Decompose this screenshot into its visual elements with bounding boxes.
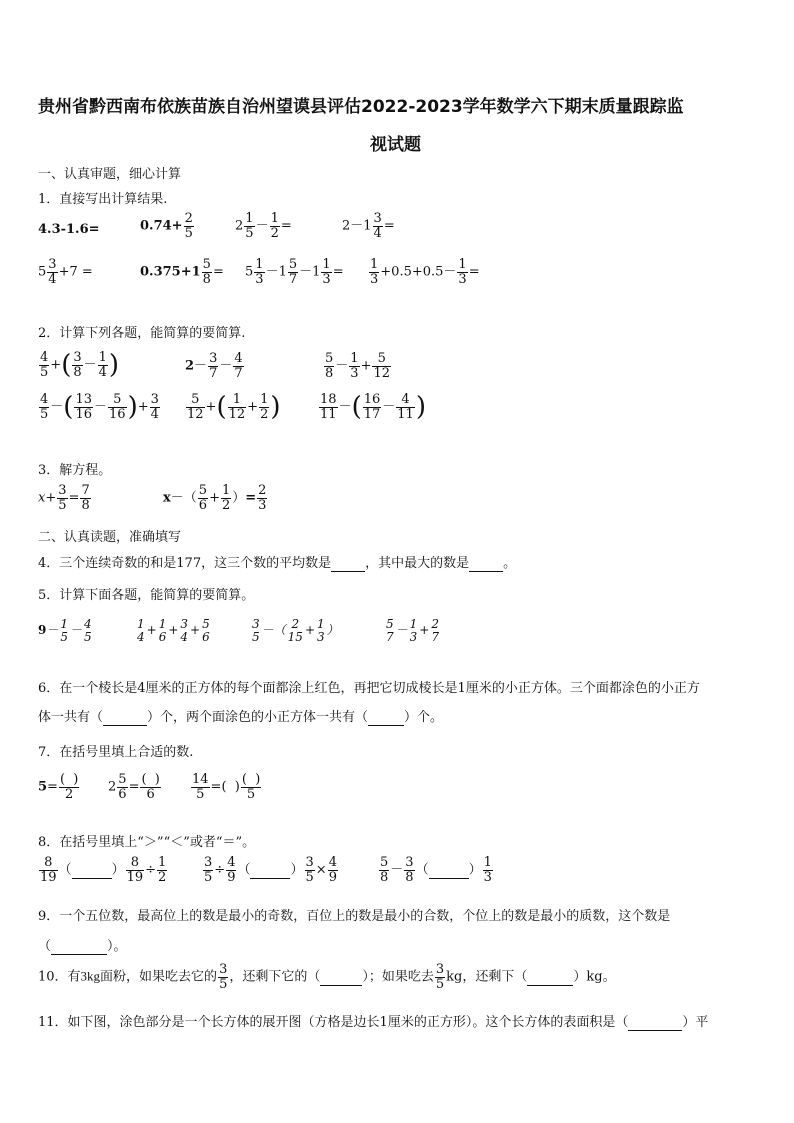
q1-expr-2: 0.74+ $\frac{2}{5}$ [140,211,193,241]
question-9-line-2: （ ）。 [38,939,127,954]
q8-blank-2[interactable] [250,863,290,879]
q2-expr-3: $\frac{5}{8}$ － $\frac{1}{3}$ + $\frac{5}{12}$ [325,351,391,381]
question-10: 10．有3kg面粉，如果吃去它的 $\frac{3}{5}$ ，还剩下它的（ ）；如果吃去 $\frac{3}{5}$ kg，还剩下（ ）kg。 [38,962,616,992]
q7-expr-1: 5= $\frac{( )}{2}$ [38,772,79,802]
question-6-line-2: 体一共有（ ）个，两个面涂色的小正方体一共有（ ）个。 [38,710,444,725]
question-3: 3．解方程。 [38,463,112,478]
q3-equation-2: x－（ $\frac{5}{6}$ + $\frac{1}{2}$ ）= $\frac{2}{3}$ [163,483,267,513]
q2-expr-5: $\frac{5}{12}$ +( $\frac{1}{12}$ + $\frac{1}{2}$ ) [187,391,281,422]
q2-expr-4: $\frac{4}{5}$ －( $\frac{13}{16}$ － $\frac{5}{16}$ )+ $\frac{3}{4}$ [40,391,159,422]
q1-expr-5: 5 $\frac{3}{4}$ +7 = [38,257,93,287]
q11-blank[interactable] [628,1015,682,1031]
q10-blank-2[interactable] [527,970,573,986]
page-title-cont: 视试题 [370,135,421,155]
question-8: 8．在括号里填上“＞”“＜”或者“＝”。 [38,835,256,850]
q5-expr-3: 3 5 －（ 2 15 + 1 3 ） [252,617,339,644]
q6-blank-1[interactable] [103,710,147,726]
q8-compare-2: $\frac{3}{5}$ ÷ $\frac{4}{9}$ （ ） $\frac{3}{5}$ × $\frac{4}{9}$ [204,855,337,885]
q3-equation-1: x+ $\frac{3}{5}$ = $\frac{7}{8}$ [38,483,90,513]
q1-expr-3: 2 $\frac{1}{5}$ － $\frac{1}{2}$ = [235,211,292,241]
q7-expr-2: 2 $\frac{5}{6}$ = $\frac{( )}{6}$ [108,772,160,802]
q8-compare-1: $\frac{8}{19}$ （ ） $\frac{8}{19}$ ÷ $\frac{1}{2}$ [40,855,167,885]
question-9-line-1: 9．一个五位数，最高位上的数是最小的奇数，百位上的数是最小的合数，个位上的数是最小的质数，这个数是 [38,909,671,924]
question-1: 1．直接写出计算结果. [38,192,168,207]
question-5: 5．计算下面各题，能简算的要简算。 [38,588,255,603]
section-2-heading: 二、认真读题，准确填写 [38,530,182,545]
q5-expr-1: 9－ 1 5 － 4 5 [38,617,92,644]
page-title: 贵州省黔西南布依族苗族自治州望谟县评估2022-2023学年数学六下期末质量跟踪监 [38,97,684,117]
question-4: 4．三个连续奇数的和是177，这三个数的平均数是 ，其中最大的数是 。 [38,556,517,571]
q1-expr-7: 5 $\frac{1}{3}$ －1 $\frac{5}{7}$ －1 $\frac{1}{3}$ = [245,257,344,287]
q7-expr-3: $\frac{14}{5}$ =( ) $\frac{( )}{5}$ [192,772,261,802]
q1-expr-8: $\frac{1}{3}$ +0.5+0.5－ $\frac{1}{3}$ = [370,257,480,287]
q8-blank-3[interactable] [429,863,469,879]
q6-blank-2[interactable] [368,710,404,726]
q1-expr-1: 4.3-1.6= [38,222,100,237]
question-11: 11．如下图，涂色部分是一个长方体的展开图（方格是边长1厘米的正方形）。这个长方体的表面积是（ ）平 [38,1015,709,1030]
q2-expr-2: 2－ $\frac{3}{7}$ － $\frac{4}{7}$ [185,351,243,381]
q2-expr-6: $\frac{18}{11}$ －( $\frac{16}{17}$ － $\frac{4}{11}$ ) [320,391,426,422]
q5-expr-4: 5 7 － 1 3 + 2 7 [386,617,439,644]
question-6-line-1: 6．在一个棱长是4厘米的正方体的每个面都涂上红色，再把它切成棱长是1厘米的小正方体。三个面都涂色的小正方 [38,681,700,696]
q5-expr-2: 1 4 + 1 6 + 3 4 + 5 6 [137,617,210,644]
q2-expr-1: $\frac{4}{5}$ +( $\frac{3}{8}$ － $\frac{1}{4}$ ) [40,349,120,380]
q8-compare-3: $\frac{5}{8}$ － $\frac{3}{8}$ （ ） $\frac{1}{3}$ [380,855,492,885]
q10-blank-1[interactable] [320,970,362,986]
q4-blank-2[interactable] [469,556,503,572]
q1-expr-6: 0.375+1 $\frac{5}{8}$ = [140,257,224,287]
section-1-heading: 一、认真审题，细心计算 [38,167,182,182]
q1-expr-4: 2－1 $\frac{3}{4}$ = [342,211,395,241]
q9-blank[interactable] [51,939,107,955]
q8-blank-1[interactable] [72,863,112,879]
question-7: 7．在括号里填上合适的数. [38,745,194,760]
q4-blank-1[interactable] [331,556,365,572]
question-2: 2．计算下列各题，能简算的要简算. [38,326,246,341]
